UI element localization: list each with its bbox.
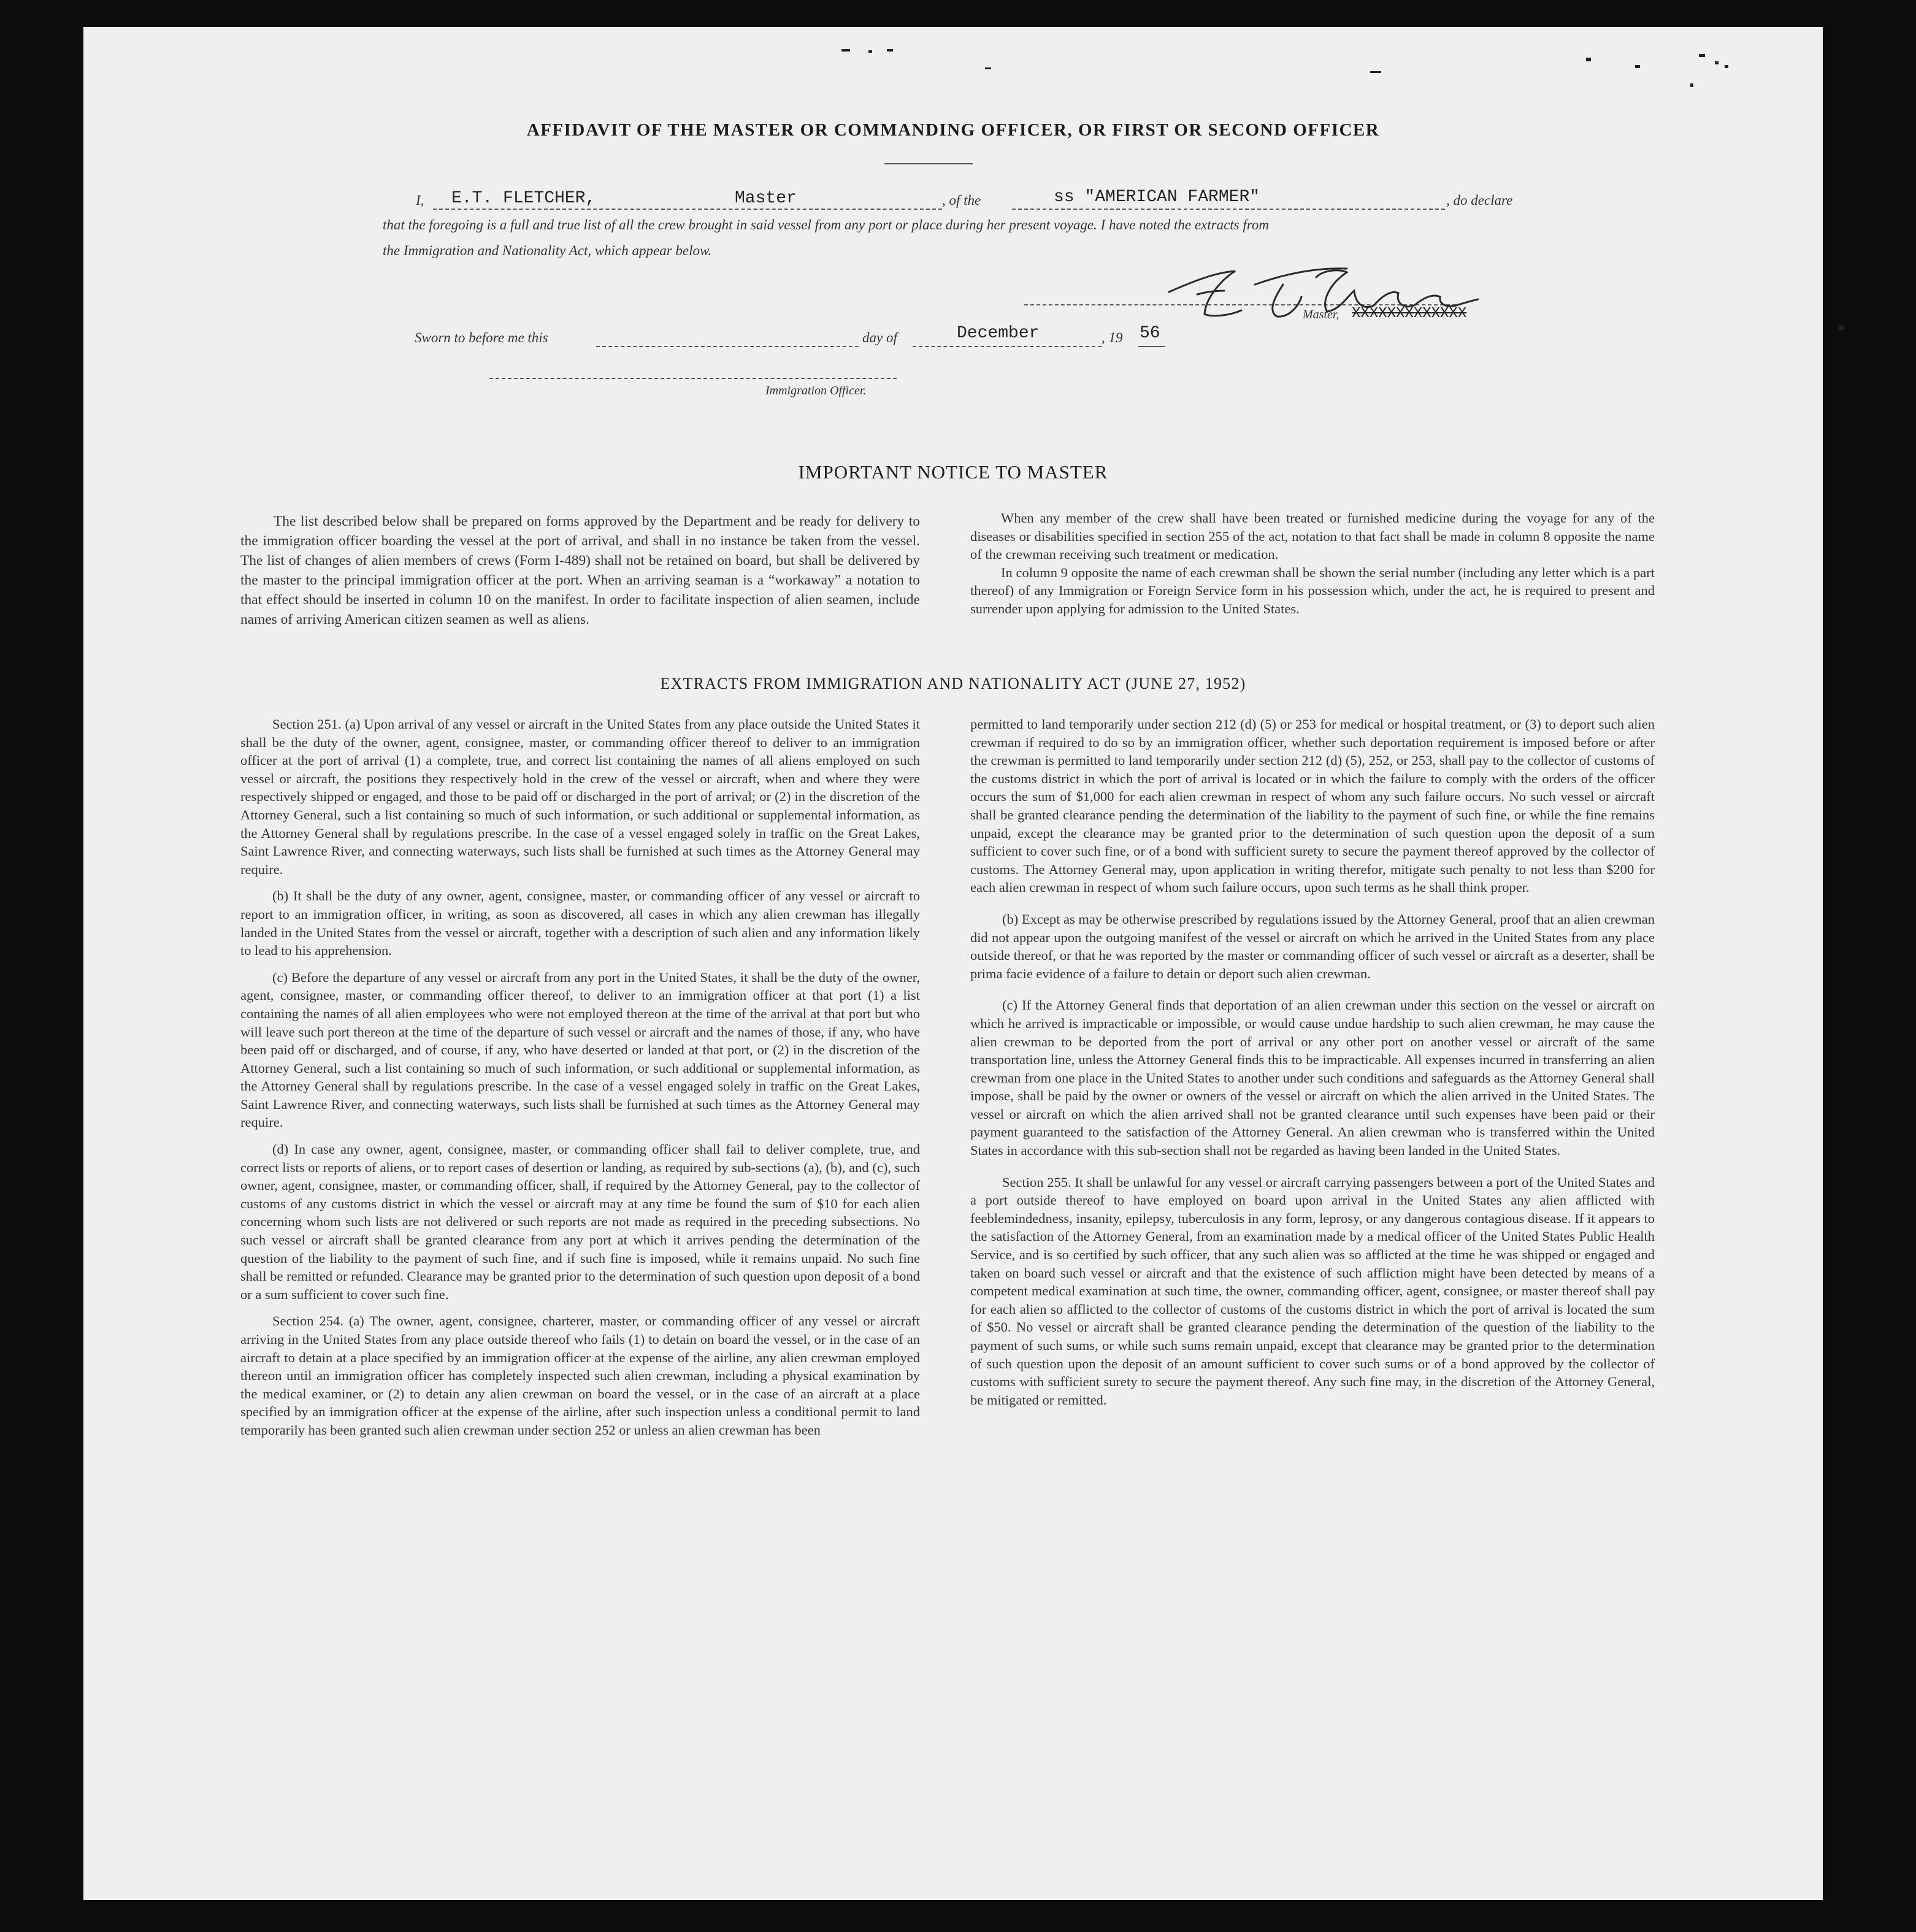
scan-mark <box>1699 54 1705 57</box>
sworn-prefix: Sworn to before me this <box>415 330 548 345</box>
scan-mark <box>1690 83 1693 87</box>
notice-right-paragraph-2: In column 9 opposite the name of each crewman shall be shown the serial number (including any letter which is a part thereof) of any Immigration or Foreign Service form in his possession which, under the act, he is required to present and surrender upon applying for admission to the United States. <box>970 564 1655 616</box>
heading-rule <box>884 163 973 164</box>
notice-title: IMPORTANT NOTICE TO MASTER <box>798 461 1108 483</box>
scan-mark <box>868 50 872 53</box>
sworn-month-line <box>913 346 1102 347</box>
notice-right-column <box>970 509 1655 618</box>
scan-mark <box>1370 71 1381 73</box>
scan-mark <box>841 49 850 52</box>
scan-mark <box>1839 325 1844 330</box>
handwritten-signature <box>1163 260 1482 334</box>
sworn-day-line <box>596 346 859 347</box>
section-251-b: (b) It shall be the duty of any owner, agent, consignee, master, or commanding officer of any vessel or aircraft to report to an immigration officer, in writing, as soon as discovered, all cases in which any alien crewman has illegally landed in the United States from the vessel or aircraft, together with a description of such alien and any information likely to lead to his apprehension. <box>240 888 920 959</box>
section-255: Section 255. It shall be unlawful for any vessel or aircraft carrying passengers between a port of the United States and a port outside thereof to have employed on board upon arrival in the United States any alien afflicted with feeblemindedness, insanity, epilepsy, tuberculosis in any form, leprosy, or any dangerous contagious disease. If it appears to the satisfaction of the Attorney General, from an examination made by a medical officer of the United States Public Health Service, and is so certified by such officer, that any such alien was so afflicted at the time he was shipped or engaged and taken on board such vessel or aircraft and that the existence of such affliction might have been detected by means of a competent medical examination at such time, the owner, commanding officer, agent, consignee, or master thereof shall pay for each alien so afflicted to the collector of customs of the customs district in which the port of arrival is located the sum of $50. No vessel or aircraft shall be granted clearance pending the determination of the question of the liability to the payment of such sums, or while such sums remain unpaid, except that clearance may be granted prior to the determination of such question upon the deposit of an amount sufficient to cover such sums or of a bond approved by the collector of customs with sufficient surety to secure the payment thereof. Any such fine may, in the discretion of the Attorney General, be mitigated or remitted. <box>970 1174 1655 1408</box>
name-field-line <box>433 209 942 210</box>
declaration-line-2: that the foregoing is a full and true list of all the crew brought in said vessel from any port or place during her present voyage. I have noted the extracts from <box>383 217 1269 232</box>
notice-right-paragraph-1: When any member of the crew shall have been treated or furnished medicine during the voyage for any of the diseases or disabilities specified in section 255 of the act, notation to that fact shall be made in column 8 opposite the name of the crewman receiving such treatment or medication. <box>970 510 1655 562</box>
signature-role-label: Master, <box>1303 308 1339 321</box>
document-page <box>83 27 1823 1900</box>
scan-mark <box>1586 58 1591 61</box>
sworn-month: December <box>957 324 1040 343</box>
vessel-name: ss "AMERICAN FARMER" <box>1054 188 1260 207</box>
immigration-officer-label: Immigration Officer. <box>765 384 867 397</box>
extracts-left-column <box>240 715 920 1439</box>
section-251-c: (c) Before the departure of any vessel or aircraft from any port in the United States, it shall be the duty of the owner, agent, consignee, master, or commanding officer thereof, to deliver to an immigration officer at that port (1) a list containing the names of all alien employees who were not employed thereon at the time of the arrival at that port but who will leave such port thereon at the time of the departure of such vessel or aircraft and the names of those, if any, who have been paid off or discharged, and of course, if any, who have deserted or landed at that port, or (2) in the discretion of the Attorney General, such a list containing so much of such information, or such additional or supplemental information, as the Attorney General shall by regulations prescribe. In the case of a vessel engaged solely in traffic on the Great Lakes, Saint Lawrence River, and connecting waterways, such lists shall be furnished at such times as the Attorney General may require. <box>240 969 920 1130</box>
declaration-i: I, <box>416 193 424 208</box>
declaration-do-declare: , do declare <box>1446 193 1513 208</box>
sworn-year-underline <box>1138 346 1165 347</box>
vessel-field-line <box>1012 209 1445 210</box>
sworn-day-of: day of <box>862 330 897 345</box>
master-name: E.T. FLETCHER, <box>451 189 596 208</box>
struck-officer-title: XXXXXXXXXXXXX <box>1352 305 1467 322</box>
section-254-a: Section 254. (a) The owner, agent, consignee, charterer, master, or commanding officer of any vessel or aircraft arriving in the United States from any place outside thereof who fails (1) to detain on board the vessel, or in the case of an aircraft to detain at a place specified by an immigration officer at the expense of the airline, any alien crewman employed thereon until an immigration officer has completely inspected such alien crewman, including a physical examination by the medical examiner, or (2) to detain any alien crewman on board the vessel, or in the case of an aircraft at a place specified by an immigration officer at the expense of the airline, after such inspection unless a conditional permit to land temporarily has been granted such alien crewman under section 252 or unless an alien crewman has been <box>240 1313 920 1438</box>
scan-mark <box>887 49 893 52</box>
sworn-year: 56 <box>1140 324 1160 343</box>
section-254-b: (b) Except as may be otherwise prescribed by regulations issued by the Attorney General, proof that an alien crewman did not appear upon the outgoing manifest of the vessel or aircraft on which he arrived in the United States from any place outside thereof, or that he was reported by the master or commanding officer of such vessel or aircraft as a deserter, shall be prima facie evidence of a failure to detain or deport such alien crewman. <box>970 911 1655 981</box>
sworn-year-prefix: , 19 <box>1102 330 1123 345</box>
declaration-of-the: , of the <box>942 193 981 208</box>
notice-left-paragraph: The list described below shall be prepared on forms approved by the Department and be ready for delivery to the immigration officer boarding the vessel at the port of arrival, and shall in no instance be taken from the vessel. The list of changes of alien members of crews (Form I-489) shall not be retained on board, but shall be delivered by the master to the principal immigration officer at the port. When an arriving seaman is a “workaway” a notation to that effect should be inserted in column 10 on the manifest. In order to facilitate inspection of alien seamen, include names of arriving American citizen seamen as well as aliens. <box>240 513 920 627</box>
declaration-line-3: the Immigration and Nationality Act, which appear below. <box>383 243 712 258</box>
extracts-title: EXTRACTS FROM IMMIGRATION AND NATIONALITY ACT (JUNE 27, 1952) <box>660 675 1246 692</box>
master-rank: Master <box>735 189 797 208</box>
section-254-c: (c) If the Attorney General finds that deportation of an alien crewman under this section on the vessel or aircraft on which he arrived is impracticable or impossible, or would cause undue hardship to such alien crewman, he may cause the alien crewman to be deported from the port of arrival or any other port on another vessel or aircraft of the same transportation line, unless the Attorney General finds this to be impracticable. All expenses incurred in transferring an alien crewman from one place in the United States to another under such conditions and safeguards as the Attorney General shall impose, shall be paid by the owner or owners of the vessel or aircraft on which the alien arrived in the United States. The vessel or aircraft on which the alien arrived shall not be granted clearance until such expenses have been paid or their payment guaranteed to the satisfaction of the Attorney General. An alien crewman who is transferred within the United States in accordance with this sub-section shall not be regarded as having been landed in the United States. <box>970 997 1655 1159</box>
immigration-officer-line <box>489 378 897 379</box>
affidavit-heading: AFFIDAVIT OF THE MASTER OR COMMANDING OFFICER, OR FIRST OR SECOND OFFICER <box>526 120 1380 140</box>
notice-left-column <box>240 512 920 629</box>
scan-mark <box>1715 61 1719 64</box>
section-251-d: (d) In case any owner, agent, consignee, master, or commanding officer shall fail to deliver complete, true, and correct lists or reports of aliens, or to report cases of desertion or landing, as required by sub-sections (a), (b), and (c), such owner, agent, consignee, master, or commanding officer, shall, if required by the Attorney General, pay to the collector of customs of any customs district in which the vessel or aircraft may at any time be found the sum of $10 for each alien concerning whom such lists are not delivered or such reports are not made as required in the preceding subsections. No such vessel or aircraft shall be granted clearance from any port at which it arrives pending the determination of the question of the liability to the payment of such fine, and if such fine is imposed, while it remains unpaid. No such fine shall be remitted or refunded. Clearance may be granted prior to the determination of such question upon deposit of a bond or a sum sufficient to cover such fine. <box>240 1141 920 1302</box>
scan-mark <box>985 67 991 69</box>
scan-mark <box>1635 65 1640 68</box>
section-251-a: Section 251. (a) Upon arrival of any vessel or aircraft in the United States from any place outside the United States it shall be the duty of the owner, agent, consignee, master, or commanding officer thereof to deliver to an immigration officer at the port of arrival (1) a complete, true, and correct list containing the names of all aliens employed on such vessel or aircraft, the positions they respectively hold in the crew of the vessel or aircraft, when and where they were respectively shipped or engaged, and those to be paid off or discharged in the port of arrival; or (2) in the discretion of the Attorney General, such a list containing so much of such information, or such additional or supplemental information, as the Attorney General shall by regulations prescribe. In the case of a vessel engaged solely in traffic on the Great Lakes, Saint Lawrence River, and connecting waterways, such lists shall be furnished at such times as the Attorney General may require. <box>240 716 920 877</box>
section-254-a-continued: permitted to land temporarily under section 212 (d) (5) or 253 for medical or hospital treatment, or (3) to deport such alien crewman if required to do so by an immigration officer, whether such deportation requirement is imposed before or after the crewman is permitted to land temporarily under section 212 (d) (5), 252, or 253, shall pay to the collector of customs of the customs district in which the port of arrival is located or in which the failure to comply with the orders of the officer occurs the sum of $1,000 for each alien crewman in respect of whom any such failure occurs. No such vessel or aircraft shall be granted clearance pending the determination of the liability to the payment of such fine, or while the fine remains unpaid, except the clearance may be granted prior to the determination of such question upon the deposit of a sum sufficient to cover such fine, or of a bond with sufficient surety to secure the payment thereof approved by the collector of customs. The Attorney General may, upon application in writing therefor, mitigate such penalty to not less than $200 for each alien crewman in respect of whom such failure occurs, upon such terms as he shall think proper. <box>970 716 1655 895</box>
extracts-right-column <box>970 715 1655 1409</box>
scan-mark <box>1725 65 1728 68</box>
